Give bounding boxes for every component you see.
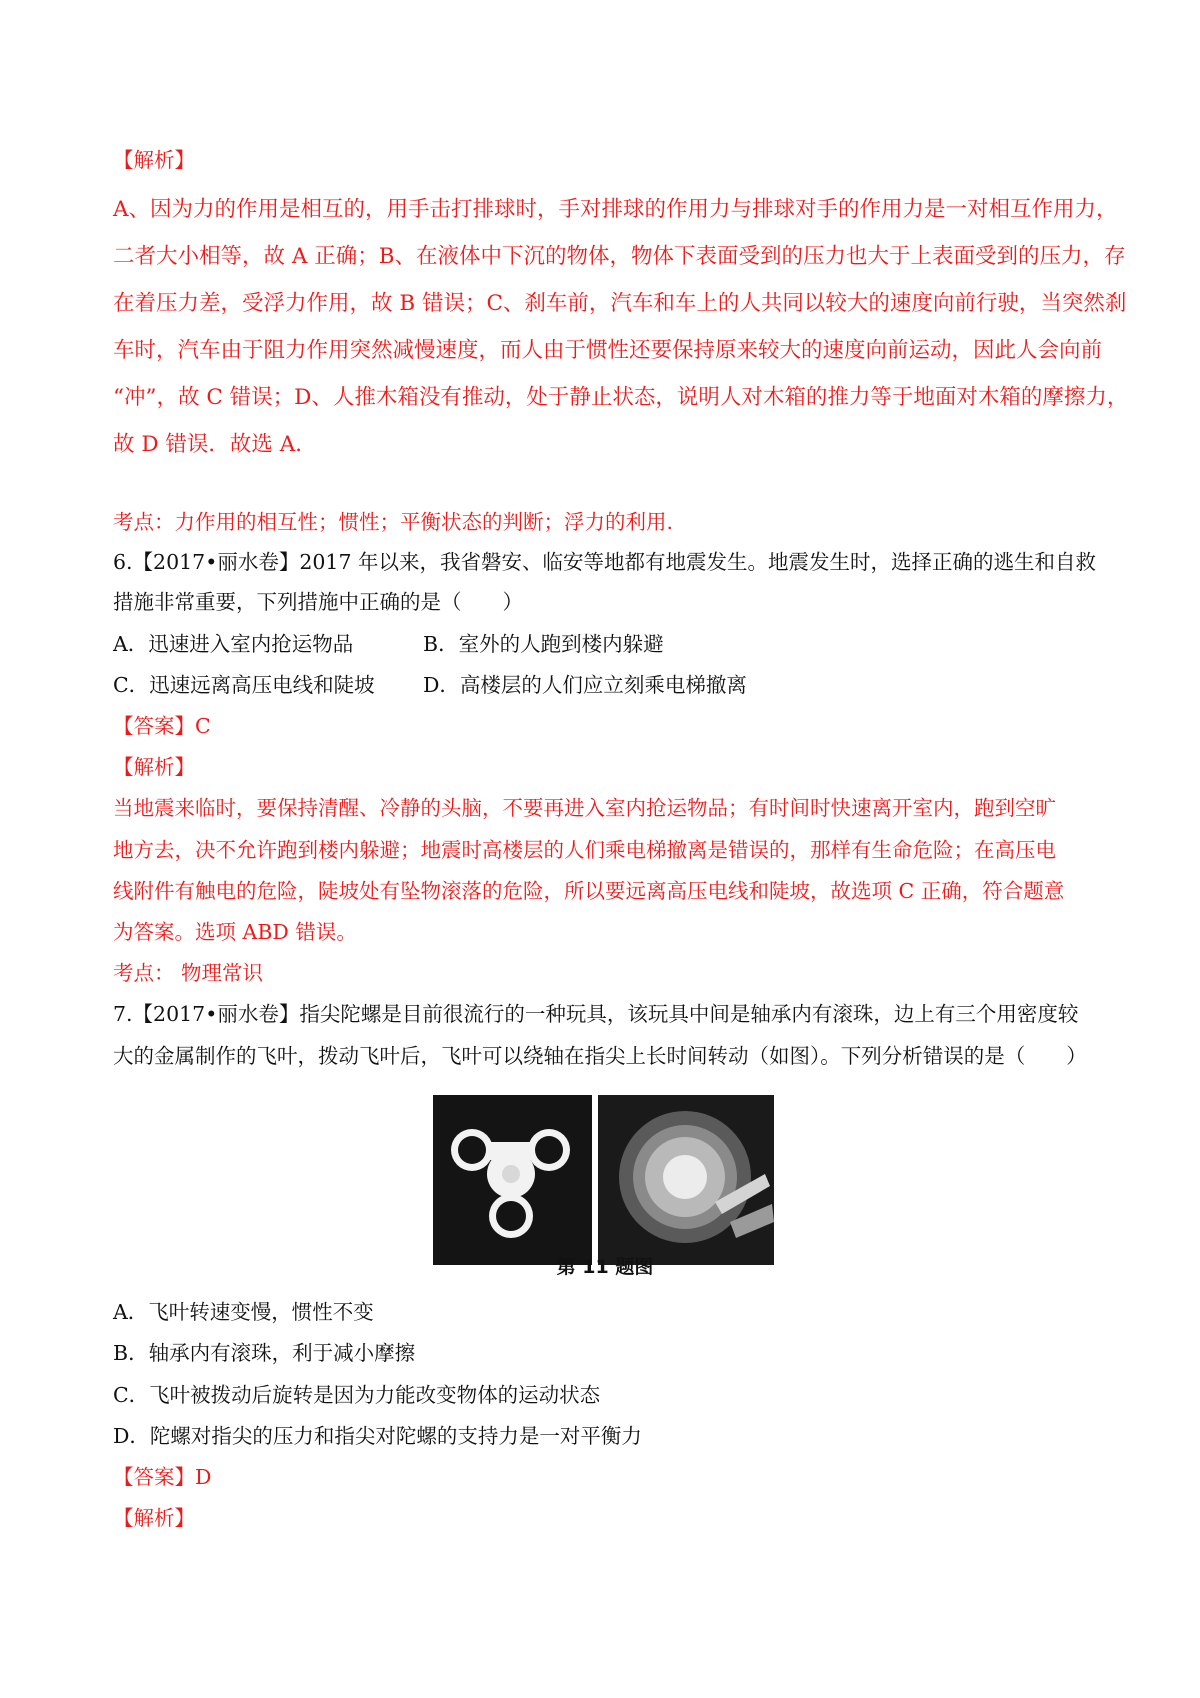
q5-analysis-line: 故 D 错误．故选 A． bbox=[113, 432, 317, 457]
q6-option-a: A．迅速进入室内抢运物品 bbox=[113, 632, 354, 656]
q6-analysis-line: 线附件有触电的危险，陡坡处有坠物滚落的危险，所以要远离高压电线和陡坡，故选项 C 正确，符合题意 bbox=[113, 879, 1065, 903]
q6-answer: 【答案】C bbox=[113, 714, 211, 738]
q6-analysis-line: 为答案。选项 ABD 错误。 bbox=[113, 920, 357, 944]
q6-analysis-heading: 【解析】 bbox=[113, 755, 195, 779]
q6-analysis-line: 地方去，决不允许跑到楼内躲避；地震时高楼层的人们乘电梯撤离是错误的，那样有生命危险；在高压电 bbox=[113, 838, 1056, 862]
q5-analysis-line: “冲”，故 C 错误；D、人推木箱没有推动，处于静止状态，说明人对木箱的推力等于地面对木箱的摩擦力， bbox=[113, 385, 1129, 410]
q5-analysis-line: 车时，汽车由于阻力作用突然减慢速度，而人由于惯性还要保持原来较大的速度向前运动，因此人会向前 bbox=[113, 338, 1103, 363]
q6-stem-line: 6.【2017•丽水卷】2017 年以来，我省磐安、临安等地都有地震发生。地震发生时，选择正确的逃生和自救 bbox=[113, 550, 1097, 574]
q7-answer: 【答案】D bbox=[113, 1465, 212, 1489]
q6-option-row bbox=[113, 671, 1103, 699]
q7-option-b: B．轴承内有滚珠，利于减小摩擦 bbox=[113, 1341, 416, 1365]
q7-option-d: D．陀螺对指尖的压力和指尖对陀螺的支持力是一对平衡力 bbox=[113, 1424, 642, 1448]
q5-kaodian: 考点：力作用的相互性；惯性；平衡状态的判断；浮力的利用. bbox=[113, 510, 674, 534]
q6-analysis-line: 当地震来临时，要保持清醒、冷静的头脑，不要再进入室内抢运物品；有时间时快速离开室内，跑到空旷 bbox=[113, 796, 1056, 820]
q6-option-d: D．高楼层的人们应立刻乘电梯撤离 bbox=[423, 673, 747, 697]
q5-analysis-line: 在着压力差，受浮力作用，故 B 错误；C、刹车前，汽车和车上的人共同以较大的速度向前行驶，当突然刹 bbox=[113, 291, 1127, 316]
figure-caption: 第 11 题图 bbox=[556, 1256, 654, 1278]
q5-analysis-heading: 【解析】 bbox=[113, 148, 195, 172]
q6-stem-line: 措施非常重要，下列措施中正确的是（ ） bbox=[113, 590, 523, 614]
q7-option-c: C．飞叶被拨动后旋转是因为力能改变物体的运动状态 bbox=[113, 1383, 601, 1407]
q5-analysis-line: 二者大小相等，故 A 正确；B、在液体中下沉的物体，物体下表面受到的压力也大于上表面受到的压力，存 bbox=[113, 244, 1126, 269]
q6-option-b: B．室外的人跑到楼内躲避 bbox=[423, 632, 664, 656]
q7-stem-line: 大的金属制作的飞叶，拨动飞叶后，飞叶可以绕轴在指尖上长时间转动（如图）。下列分析错误的是（ ） bbox=[113, 1044, 1087, 1068]
q6-option-c: C．迅速远离高压电线和陡坡 bbox=[113, 673, 375, 697]
q6-kaodian: 考点： 物理常识 bbox=[113, 961, 264, 985]
q5-analysis-line: A、因为力的作用是相互的，用手击打排球时，手对排球的作用力与排球对手的作用力是一对相互作用力， bbox=[113, 197, 1118, 222]
q7-stem-line: 7.【2017•丽水卷】指尖陀螺是目前很流行的一种玩具，该玩具中间是轴承内有滚珠，边上有三个用密度较 bbox=[113, 1002, 1079, 1026]
q7-analysis-heading: 【解析】 bbox=[113, 1506, 195, 1530]
q6-option-row bbox=[113, 630, 1103, 658]
fidget-spinner-figure bbox=[430, 1082, 780, 1280]
q7-option-a: A．飞叶转速变慢，惯性不变 bbox=[113, 1300, 374, 1324]
